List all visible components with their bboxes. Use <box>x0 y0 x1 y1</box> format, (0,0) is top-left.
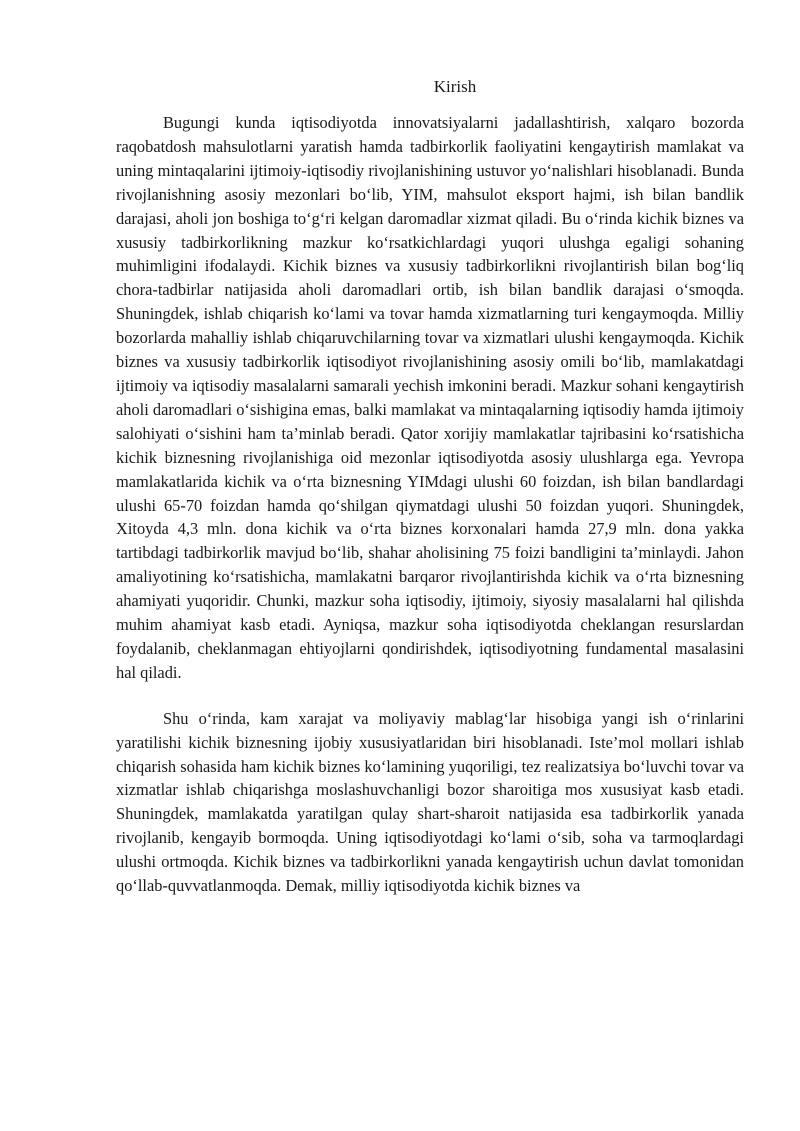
page-title: Kirish <box>433 77 477 96</box>
paragraph-2: Shu o‘rinda, kam xarajat va moliyaviy mablag‘lar hisobiga yangi ish o‘rinlarini yaratilishi kichik biznesning ijobiy xususiyatlaridan biri hisoblanadi. Iste’mol mollari ishlab chiqarish sohasida ham kichik biznes ko‘lamining yuqoriligi, tez realizatsiya bo‘luvchi tovar va xizmatlar ishlab chiqarishga moslashuvchanligi bozor sharoitiga mos xususiyat kasb etadi. Shuningdek, mamlakatda yaratilgan qulay shart-sharoit natijasida esa tadbirkorlik yanada rivojlanib, kengayib bormoqda. Uning iqtisodiyotdagi ko‘lami o‘sib, soha va tarmoqlardagi ulushi ortmoqda. Kichik biznes va tadbirkorlikni yanada kengaytirish uchun davlat tomonidan qo‘llab-quvvatlanmoqda. Demak, milliy iqtisodiyotda kichik biznes va <box>116 708 744 896</box>
paragraph-1: Bugungi kunda iqtisodiyotda innovatsiyalarni jadallashtirish, xalqaro bozorda raqobatdosh mahsulotlarni yaratish hamda tadbirkorlik faoliyatini kengaytirish mamlakat va uning mintaqalarini ijtimoiy-iqtisodiy rivojlanishining ustuvor yo‘nalishlari hisoblanadi. Bunda rivojlanishning asosiy mezonlari bo‘lib, YIM, mahsulot eksport hajmi, ish bilan bandlik darajasi, aholi jon boshiga to‘g‘ri kelgan daromadlar xizmat qiladi. Bu o‘rinda kichik biznes va xususiy tadbirkorlikning mazkur ko‘rsatkichlardagi yuqori ulushga egaligi sohaning muhimligini ifodalaydi. Kichik biznes va xususiy tadbirkorlikni rivojlantirish bilan bog‘liq chora-tadbirlar natijasida aholi daromadlari ortib, ish bilan bandlik darajasi o‘smoqda. Shuningdek, ishlab chiqarish ko‘lami va tovar hamda xizmatlarning turi kengaymoqda. Milliy bozorlarda mahalliy ishlab chiqaruvchilarning tovar va xizmatlari ulushi kengaymoqda. Kichik biznes va xususiy tadbirkorlik iqtisodiyot rivojlanishining asosiy omili bo‘lib, mamlakatdagi ijtimoiy va iqtisodiy masalalarni samarali yechish imkonini beradi. Mazkur sohani kengaytirish aholi daromadlari o‘sishigina emas, balki mamlakat va mintaqalarning iqtisodiy hamda ijtimoiy salohiyati o‘sishini ham ta’minlab beradi. Qator xorijiy mamlakatlar tajribasini ko‘rsatishicha kichik biznesning rivojlanishiga oid mezonlar iqtisodiyotda asosiy ulushlarga ega. Yevropa mamlakatlarida kichik va o‘rta biznesning YIMdagi ulushi 60 foizdan, ish bilan bandlardagi ulushi 65-70 foizdan hamda qo‘shilgan qiymatdagi ulushi 50 foizdan yuqori. Shuningdek, Xitoyda 4,3 mln. dona kichik va o‘rta biznes korxonalari hamda 27,9 mln. dona yakka tartibdagi tadbirkorlik mavjud bo‘lib, shahar aholisining 75 foizi bandligini ta’minlaydi. Jahon amaliyotining ko‘rsatishicha, mamlakatni barqaror rivojlantirishda kichik va o‘rta biznesning ahamiyati yuqoridir. Chunki, mazkur soha iqtisodiy, ijtimoiy, siyosiy masalalarni hal qilishda muhim ahamiyat kasb etadi. Ayniqsa, mazkur soha iqtisodiyotda cheklangan resurslardan foydalanib, cheklanmagan ehtiyojlarni qondirishdek, iqtisodiyotning fundamental masalasini hal qiladi. <box>116 113 744 682</box>
